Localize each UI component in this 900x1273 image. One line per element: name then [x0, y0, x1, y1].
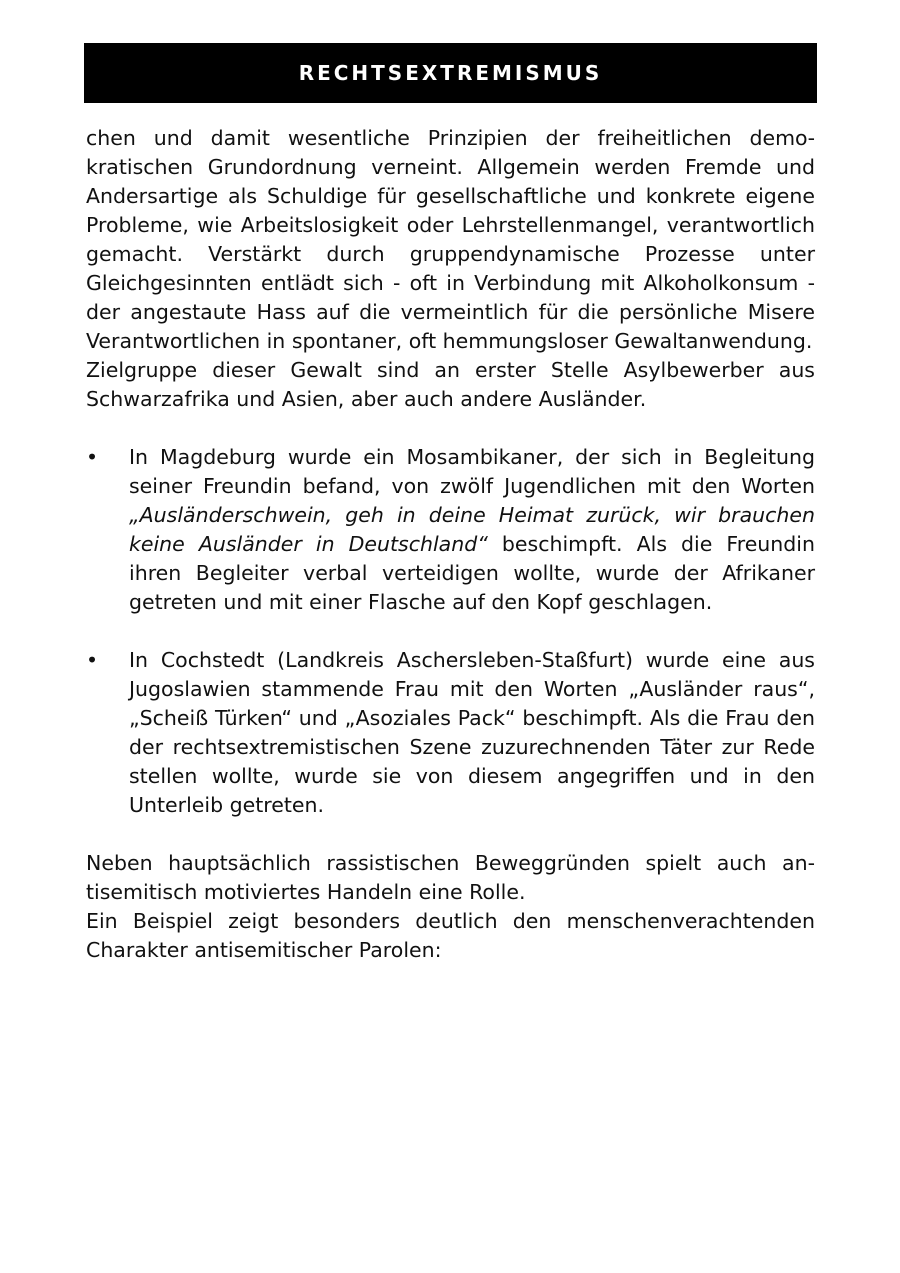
- list-item-magdeburg: [86, 443, 815, 617]
- paragraph-target-group: Zielgruppe dieser Gewalt sind an erster Stelle Asylbewerber aus Schwarzafrika und Asien, aber auch andere Ausländer.: [86, 358, 815, 411]
- spacer: [86, 414, 815, 443]
- list-item-cochstedt: [86, 646, 815, 820]
- paragraph-antisemitism: Neben hauptsächlich rassistischen Beweggründen spielt auch antisemitisch motiviertes Handeln eine Rolle.: [86, 851, 815, 904]
- list-item-text-before: In Magdeburg wurde ein Mosambikaner, der sich in Begleitung seiner Freundin befand, von zwölf Jugendlichen mit den Worten: [129, 445, 815, 498]
- spacer: [86, 617, 815, 646]
- bullet-icon: •: [86, 445, 99, 469]
- spacer: [86, 820, 815, 849]
- list-item-text-after: beschimpft. Als die Freundin ihren Begleiter verbal verteidigen wollte, wurde der Afrikaner getreten und mit einer Flasche auf den Kopf geschlagen.: [129, 532, 815, 614]
- section-header-bar: [84, 43, 817, 103]
- bullet-icon: •: [86, 648, 99, 672]
- paragraph-intro: chen und damit wesentliche Prinzipien der freiheitlichen demokratischen Grundordnung verneint. Allgemein werden Fremde und Andersartige als Schuldige für gesellschaftliche und konkrete eigene Probleme, wie Arbeitslosigkeit oder Lehrstellenmangel, verantwortlich gemacht. Verstärkt durch gruppendynamische Prozesse unter Gleichgesinnten entlädt sich - oft in Verbindung mit Alkoholkonsum - der angestaute Hass auf die vermeintlich für die persönliche Misere Verantwortlichen in spontaner, oft hemmungsloser Gewaltanwendung.: [86, 126, 815, 353]
- list-item-text: In Cochstedt (Landkreis Aschersleben-Staßfurt) wurde eine aus Jugoslawien stammende Frau mit den Worten „Ausländer raus“, „Scheiß Türken“ und „Asoziales Pack“ beschimpft. Als die Frau den der rechtsextremistischen Szene zuzurechnenden Täter zur Rede stellen wollte, wurde sie von diesem angegriffen und in den Unterleib getreten.: [129, 648, 815, 817]
- list-item-text: [129, 443, 815, 617]
- section-title: RECHTSEXTREMISMUS: [298, 61, 603, 85]
- quoted-insult: „Ausländerschwein, geh in deine Heimat zurück, wir brauchen keine Ausländer in Deutschland“: [129, 503, 815, 556]
- document-body: [86, 124, 815, 965]
- paragraph-example: Ein Beispiel zeigt besonders deutlich den menschenverachtenden Charakter antisemitischer Parolen:: [86, 909, 815, 962]
